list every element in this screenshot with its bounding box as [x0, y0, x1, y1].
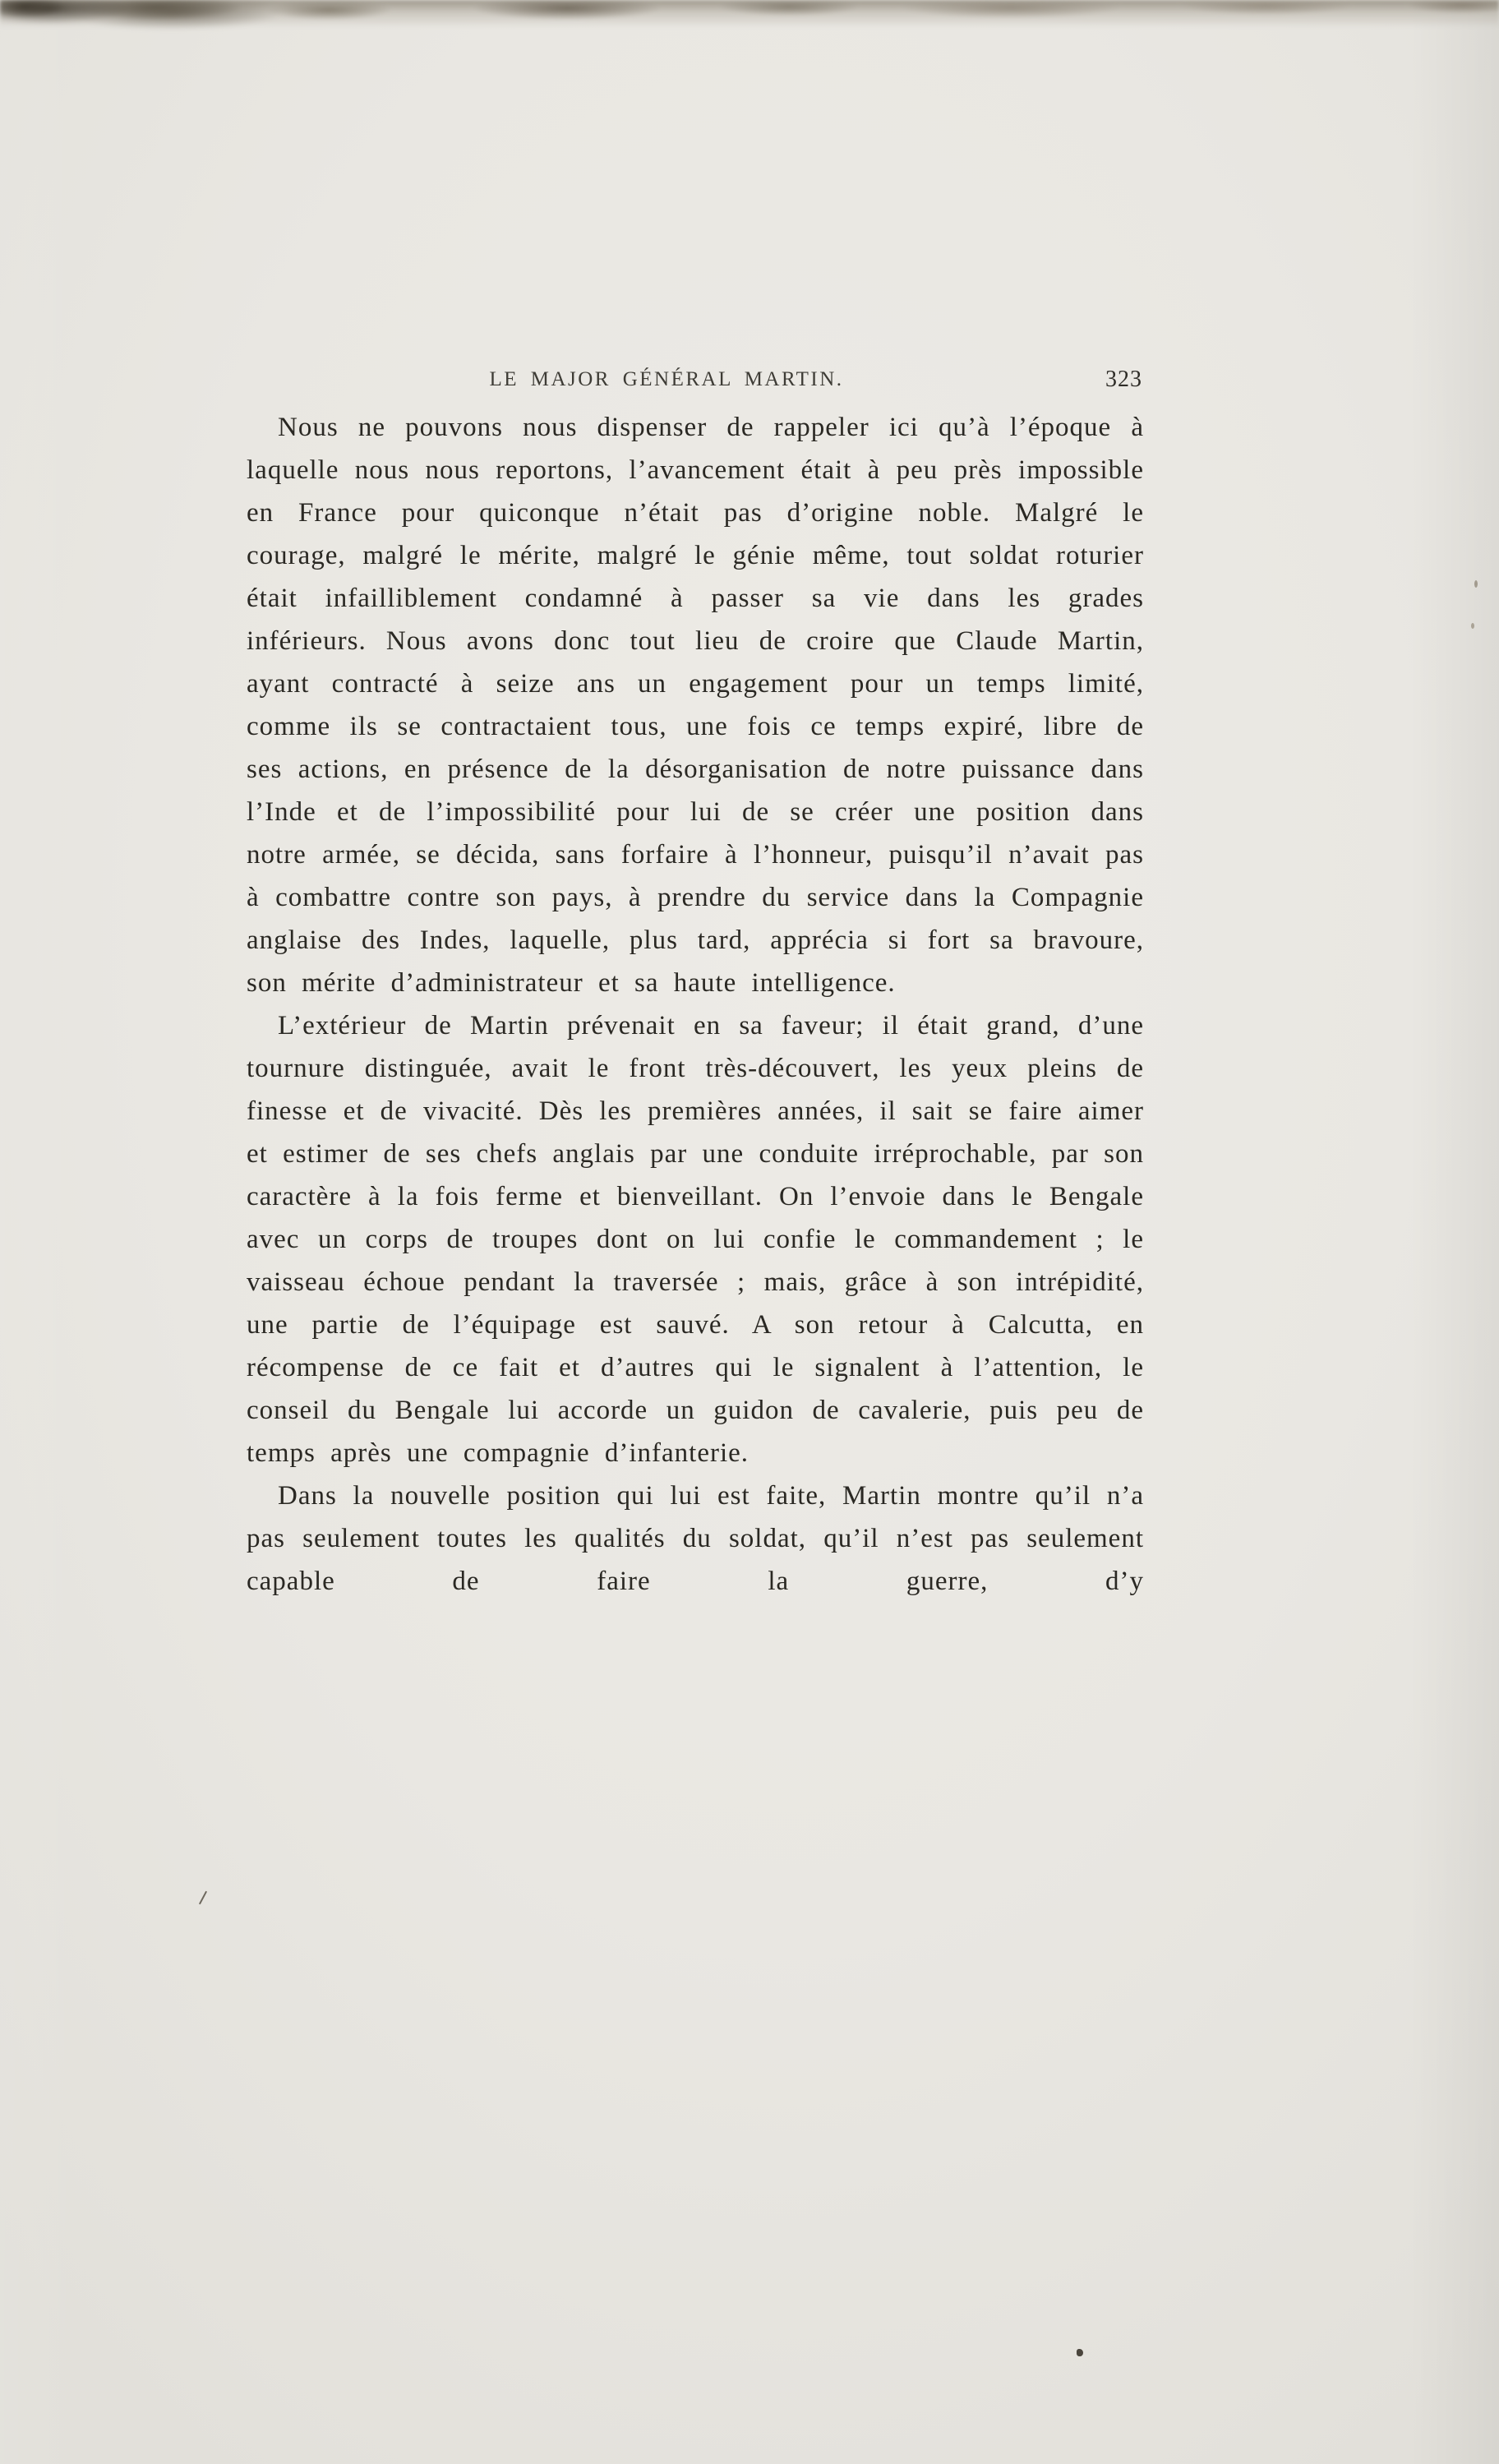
- scan-speck: [1471, 623, 1474, 629]
- running-title: LE MAJOR GÉNÉRAL MARTIN.: [489, 368, 844, 390]
- paragraph-1: Nous ne pouvons nous dispenser de rappeler ici qu’à l’époque à laquelle nous nous reportons, l’avancement était à peu près impossible en France pour quiconque n’était pas d’origine noble. Malgré le courage, malgré le mérite, malgré le génie même, tout soldat roturier était infailliblement condamné à passer sa vie dans les grades inférieurs. Nous avons donc tout lieu de croire que Claude Martin, ayant contracté à seize ans un engagement pour un temps limité, comme ils se contractaient tous, une fois ce temps expiré, libre de ses actions, en présence de la désorganisation de notre puissance dans l’Inde et de l’impossibilité pour lui de se créer une position dans notre armée, se décida, sans forfaire à l’honneur, puisqu’il n’avait pas à combattre contre son pays, à prendre du service dans la Compagnie anglaise des Indes, laquelle, plus tard, apprécia si fort sa bravoure, son mérite d’administrateur et sa haute intelligence.: [247, 413, 1144, 998]
- scan-speck: [1474, 580, 1478, 588]
- text-block: [247, 367, 1144, 1603]
- scan-artifact-top-left-blob: [0, 0, 279, 39]
- scan-speck: [1077, 2349, 1083, 2356]
- page-number: 323: [1105, 367, 1142, 392]
- scan-margin-mark: [199, 1891, 207, 1905]
- paragraph-2: L’extérieur de Martin prévenait en sa faveur; il était grand, d’une tournure distinguée, avait le front très-découvert, les yeux pleins de finesse et de vivacité. Dès les premières années, il sait se faire aimer et estimer de ses chefs anglais par une conduite irréprochable, par son caractère à la fois ferme et bienveillant. On l’envoie dans le Bengale avec un corps de troupes dont on lui confie le commandement ; le vaisseau échoue pendant la traversée ; mais, grâce à son intrépidité, une partie de l’équipage est sauvé. A son retour à Calcutta, en récompense de ce fait et d’autres qui le signalent à l’attention, le conseil du Bengale lui accorde un guidon de cavalerie, puis peu de temps après une compagnie d’infanterie.: [247, 1011, 1144, 1468]
- running-header: [247, 367, 1144, 399]
- paragraph-3: Dans la nouvelle position qui lui est faite, Martin montre qu’il n’a pas seulement toutes les qualités du soldat, qu’il n’est pas seulement capable de faire la guerre, d’y: [247, 1481, 1144, 1596]
